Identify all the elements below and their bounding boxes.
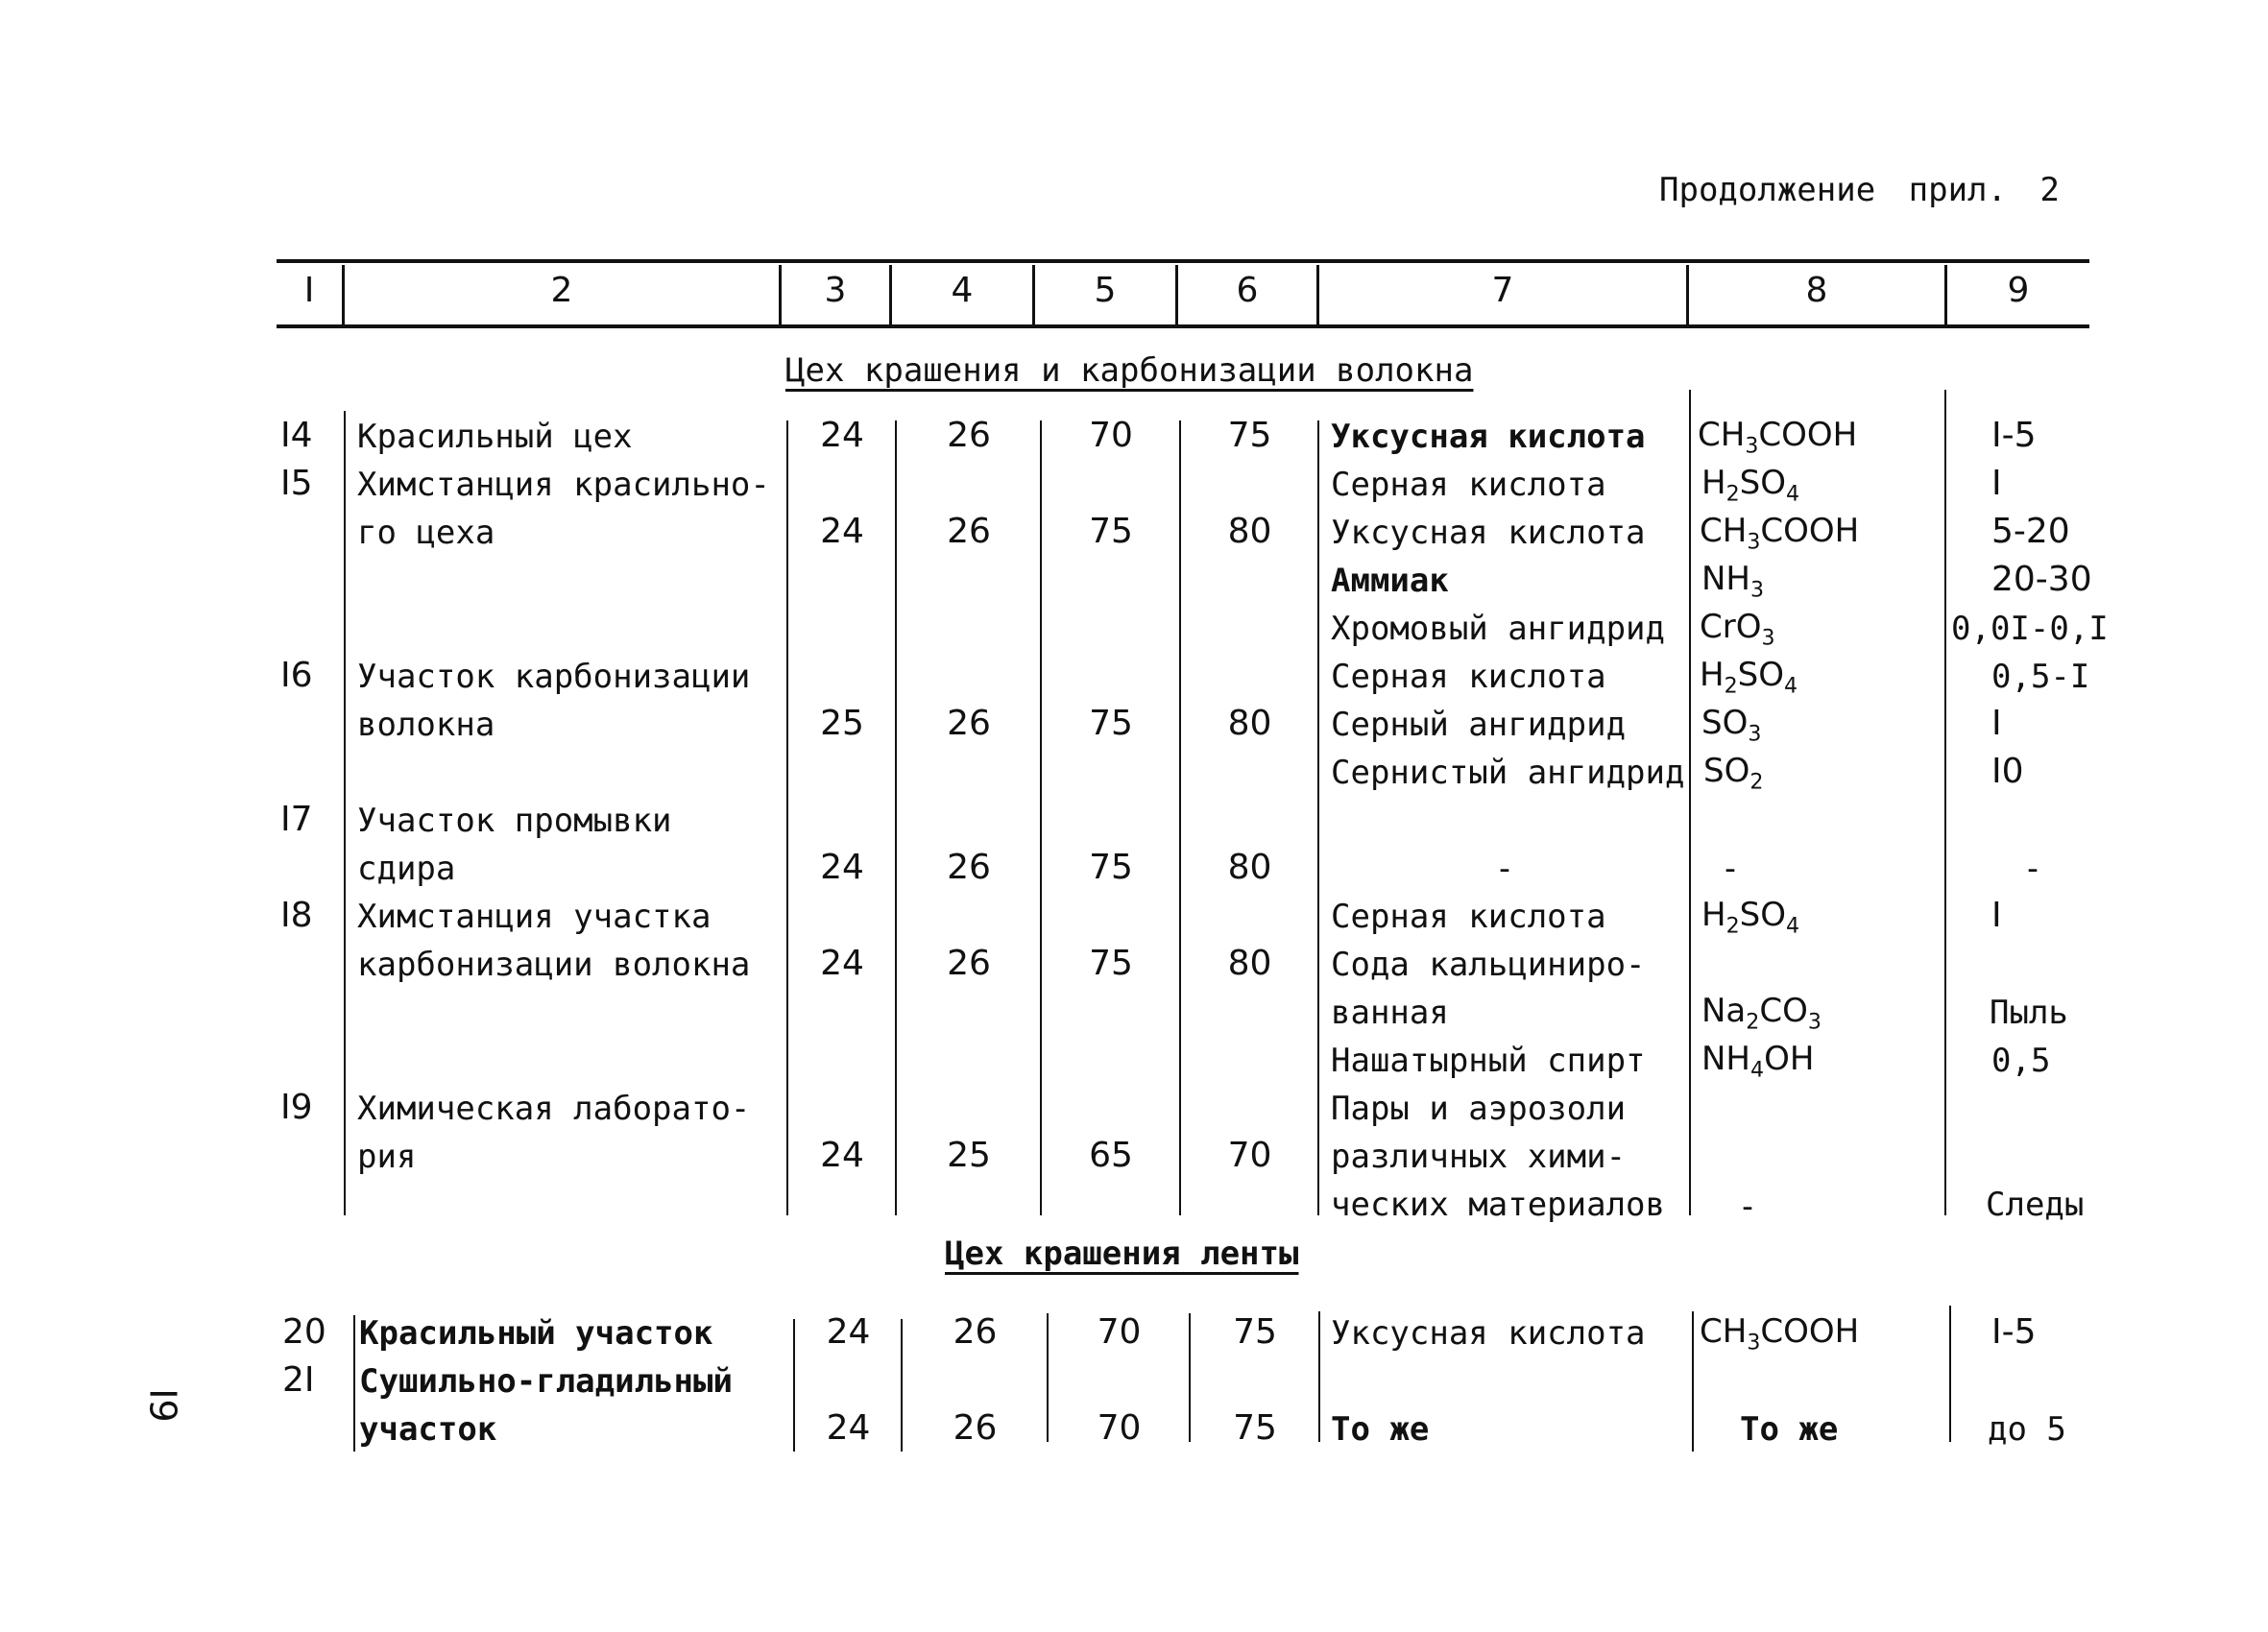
- column-line: [901, 1319, 903, 1452]
- concentration: Пыль: [1990, 994, 2068, 1032]
- column-header-9: 9: [2007, 271, 2030, 310]
- row-number: I9: [280, 1088, 313, 1127]
- column-line: [1689, 390, 1691, 1215]
- value-col5: 70: [1089, 416, 1133, 455]
- concentration: 20-30: [1991, 560, 2092, 599]
- formula: $SO_3$: [1701, 704, 1762, 747]
- room-name: Красильный участок: [359, 1314, 713, 1353]
- room-name: Химическая лаборато-: [357, 1090, 751, 1128]
- row-number: 2I: [282, 1360, 315, 1400]
- value-col5: 70: [1097, 1408, 1142, 1448]
- value-col6: 80: [1227, 848, 1272, 887]
- room-name: карбонизации волокна: [357, 946, 751, 984]
- room-name: волокна: [357, 706, 495, 744]
- column-header-4: 4: [951, 271, 974, 310]
- value-col6: 80: [1227, 704, 1272, 743]
- value-col4: 26: [947, 704, 991, 743]
- row-number: I4: [280, 416, 313, 455]
- concentration: I0: [1991, 752, 2024, 791]
- formula: $CH_3COOH$: [1700, 512, 1860, 555]
- concentration: I: [1991, 896, 2002, 935]
- section-title: Цех крашения и карбонизации волокна: [785, 351, 1474, 390]
- formula: $H_2SO_4$: [1701, 896, 1800, 939]
- concentration: I: [1991, 464, 2002, 503]
- formula: CrO$_3$: [1700, 608, 1775, 651]
- column-line: [353, 1315, 355, 1452]
- value-col3: 24: [826, 1312, 871, 1352]
- column-line: [1179, 420, 1181, 1215]
- formula: То же: [1740, 1410, 1839, 1449]
- column-header-1: I: [303, 271, 315, 310]
- section-title: Цех крашения ленты: [945, 1235, 1299, 1273]
- room-name: Химстанция участка: [357, 898, 712, 936]
- formula: $H_2SO_4$: [1701, 464, 1800, 507]
- row-number: I5: [280, 464, 313, 503]
- value-col3: 24: [820, 848, 864, 887]
- substance: Серная кислота: [1331, 466, 1606, 504]
- value-col5: 75: [1089, 512, 1133, 551]
- value-col4: 26: [947, 512, 991, 551]
- column-line: [1318, 1311, 1320, 1442]
- room-name: Участок карбонизации: [357, 658, 751, 696]
- value-col3: 24: [820, 1136, 864, 1175]
- substance: Сода кальциниро-: [1331, 946, 1646, 984]
- value-col6: 75: [1233, 1408, 1277, 1448]
- substance: Пары и аэрозоли: [1331, 1090, 1627, 1128]
- header-bottom-rule: [277, 324, 2089, 328]
- column-line: [1949, 1306, 1951, 1442]
- table-top-rule: [277, 259, 2089, 263]
- column-line: [895, 420, 897, 1215]
- value-col3: 25: [820, 704, 864, 743]
- concentration: 0,5-I: [1991, 658, 2090, 696]
- value-col6: 80: [1227, 512, 1272, 551]
- value-col5: 75: [1089, 848, 1133, 887]
- room-name: Химстанция красильно-: [357, 466, 770, 504]
- value-col4: 26: [947, 848, 991, 887]
- column-header-3: 3: [824, 271, 847, 310]
- formula: $H_2SO_4$: [1700, 656, 1798, 699]
- substance: различных хими-: [1331, 1138, 1627, 1176]
- formula: $NH_3$: [1701, 560, 1765, 603]
- value-col6: 70: [1227, 1136, 1272, 1175]
- value-col3: 24: [820, 944, 864, 983]
- value-col4: 25: [947, 1136, 991, 1175]
- continuation-title: Продолжение прил. 2: [1659, 171, 2060, 209]
- concentration: 5-20: [1991, 512, 2070, 551]
- value-col5: 65: [1089, 1136, 1133, 1175]
- column-line: [344, 411, 346, 1215]
- value-col4: 26: [953, 1408, 998, 1448]
- column-line: [1317, 420, 1319, 1215]
- value-col4: 26: [947, 416, 991, 455]
- substance: Нашатырный спирт: [1331, 1042, 1646, 1080]
- value-col6: 75: [1233, 1312, 1277, 1352]
- column-line: [1692, 1311, 1694, 1452]
- substance: Уксусная кислота: [1331, 1314, 1646, 1353]
- column-line: [1047, 1313, 1049, 1442]
- concentration: 0,0I-0,I: [1951, 610, 2109, 648]
- room-name: сдира: [357, 850, 456, 888]
- substance: -: [1494, 850, 1515, 888]
- concentration: до 5: [1988, 1410, 2066, 1449]
- concentration: -: [2022, 850, 2043, 888]
- room-name: рия: [357, 1138, 417, 1176]
- value-col5: 75: [1089, 704, 1133, 743]
- row-number: I8: [280, 896, 313, 935]
- formula: $CH_3COOH$: [1700, 1312, 1860, 1356]
- concentration: I-5: [1991, 1312, 2037, 1352]
- formula: -: [1720, 850, 1741, 888]
- column-line: [793, 1319, 795, 1452]
- room-name: го цеха: [357, 514, 495, 552]
- value-col5: 75: [1089, 944, 1133, 983]
- column-header-2: 2: [550, 271, 573, 310]
- room-name: Красильный цех: [357, 418, 633, 456]
- formula: $Na_2CO_3$: [1701, 992, 1822, 1035]
- formula: $SO_2$: [1703, 752, 1764, 795]
- room-name: Участок промывки: [357, 802, 672, 840]
- substance: То же: [1331, 1410, 1430, 1449]
- concentration: 0,5: [1991, 1042, 2051, 1080]
- row-number: 20: [282, 1312, 326, 1352]
- formula: $NH_4OH$: [1701, 1040, 1815, 1083]
- concentration: I: [1991, 704, 2002, 743]
- substance: Аммиак: [1331, 562, 1449, 600]
- substance: Уксусная кислота: [1331, 514, 1646, 552]
- value-col3: 24: [826, 1408, 871, 1448]
- concentration: Следы: [1986, 1186, 2085, 1224]
- substance: Сернистый ангидрид: [1331, 754, 1685, 792]
- formula: $CH_3COOH$: [1698, 416, 1858, 459]
- value-col3: 24: [820, 416, 864, 455]
- column-line: [1189, 1313, 1191, 1442]
- substance: Серная кислота: [1331, 898, 1606, 936]
- column-line: [786, 420, 788, 1215]
- column-header-6: 6: [1236, 271, 1259, 310]
- substance: ческих материалов: [1331, 1186, 1665, 1224]
- substance: Уксусная кислота: [1331, 418, 1646, 456]
- value-col4: 26: [947, 944, 991, 983]
- substance: ванная: [1331, 994, 1449, 1032]
- value-col6: 80: [1227, 944, 1272, 983]
- substance: Серная кислота: [1331, 658, 1606, 696]
- column-header-7: 7: [1491, 271, 1514, 310]
- column-line: [1944, 390, 1946, 1215]
- substance: Хромовый ангидрид: [1331, 610, 1665, 648]
- column-line: [1040, 420, 1042, 1215]
- row-number: I7: [280, 800, 313, 839]
- column-header-8: 8: [1805, 271, 1828, 310]
- concentration: I-5: [1991, 416, 2037, 455]
- column-header-5: 5: [1094, 271, 1117, 310]
- formula: -: [1737, 1188, 1758, 1226]
- value-col6: 75: [1227, 416, 1272, 455]
- room-name: участок: [359, 1410, 497, 1449]
- substance: Серный ангидрид: [1331, 706, 1627, 744]
- page-number: I9: [141, 1388, 184, 1423]
- row-number: I6: [280, 656, 313, 695]
- value-col3: 24: [820, 512, 864, 551]
- room-name: Сушильно-гладильный: [359, 1362, 733, 1401]
- value-col4: 26: [953, 1312, 998, 1352]
- value-col5: 70: [1097, 1312, 1142, 1352]
